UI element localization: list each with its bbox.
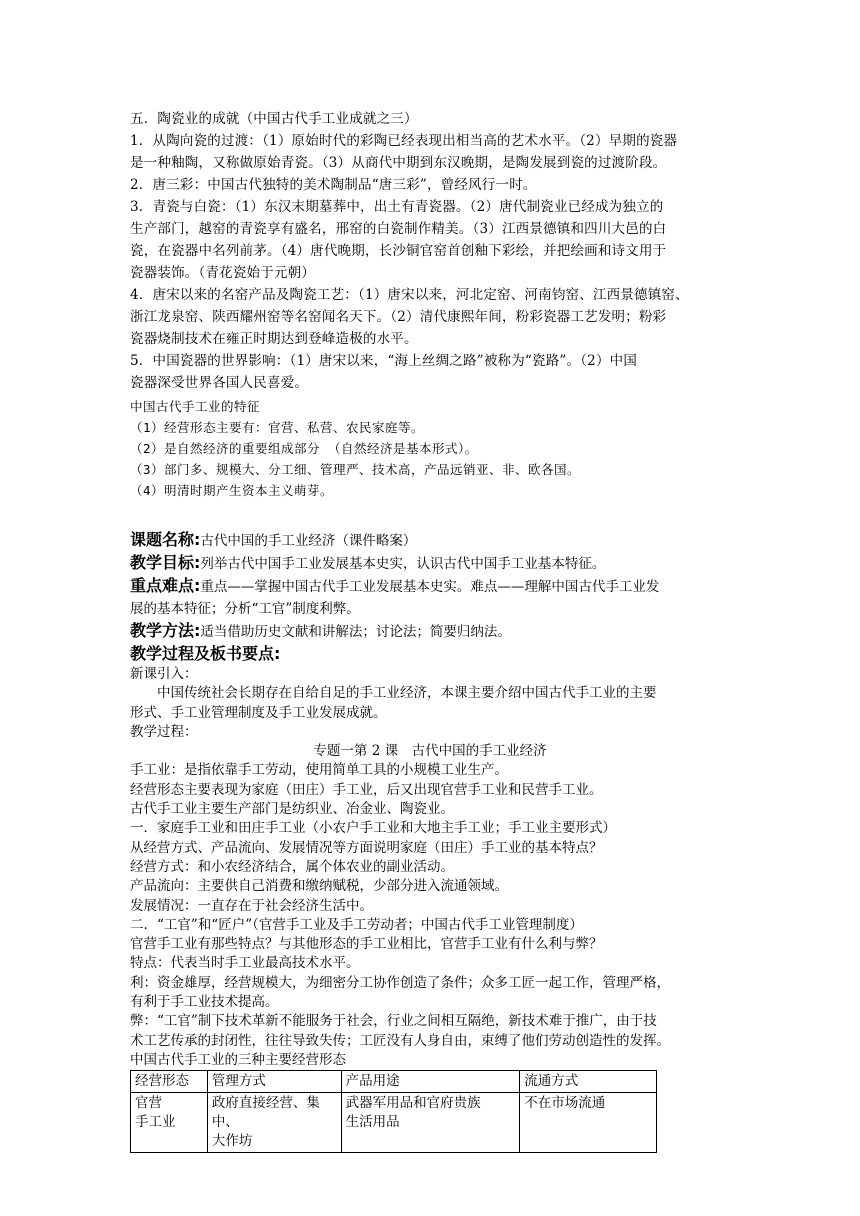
text-line: 中国传统社会长期存在自给自足的手工业经济，本课主要介绍中国古代手工业的主要 bbox=[157, 685, 657, 702]
text-line: 瓷器烧制技术在雍正时期达到登峰造极的水平。 bbox=[130, 331, 418, 347]
table-cell: 政府直接经营、集中、 大作坊 bbox=[207, 1093, 341, 1153]
lesson-key-value: 重点——掌握中国古代手工业发展基本史实。难点——理解中国古代手工业发 bbox=[200, 579, 660, 595]
lesson-goal-label: 教学目标: bbox=[130, 553, 201, 572]
text-line: 发展情况：一直存在于社会经济生活中。 bbox=[130, 897, 373, 914]
lesson-name-row bbox=[130, 529, 730, 552]
text-line: 生产部门，越窑的青瓷享有盛名，邢窑的白瓷制作精美。（3）江西景德镇和四川大邑的白 bbox=[130, 221, 667, 237]
table-header-cell: 流通方式 bbox=[520, 1071, 657, 1093]
lesson-name-value: 古代中国的手工业经济（课件略案） bbox=[200, 533, 417, 549]
text-line: 是一种釉陶，又称做原始青瓷。（3）从商代中期到东汉晚期，是陶发展到瓷的过渡阶段。 bbox=[130, 155, 667, 171]
lesson-method-value: 适当借助历史文献和讲解法；讨论法；简要归纳法。 bbox=[200, 624, 511, 640]
document-body bbox=[130, 108, 730, 1153]
text-line: 教学过程： bbox=[130, 723, 198, 740]
lesson-key-value-cont: 展的基本特征；分析“工官”制度利弊。 bbox=[130, 601, 360, 617]
lesson-method-row bbox=[130, 620, 730, 643]
lesson-plan-header bbox=[130, 529, 730, 665]
text-line: 浙江龙泉窑、陕西耀州窑等名窑闻名天下。（2）清代康熙年间，粉彩瓷器工艺发明；粉彩 bbox=[130, 309, 667, 325]
table-header-cell: 产品用途 bbox=[341, 1071, 520, 1093]
table-header-row bbox=[131, 1071, 657, 1093]
text-line: 术工艺传承的封闭性，往往导致失传；工匠没有人身自由，束缚了他们劳动创造性的发挥。 bbox=[130, 1032, 670, 1049]
table-header-cell: 管理方式 bbox=[207, 1071, 341, 1093]
table-caption: 中国古代手工业的三种主要经营形态 bbox=[130, 1051, 346, 1068]
text-line: 一．家庭手工业和田庄手工业（小农户手工业和大地主手工业；手工业主要形式） bbox=[130, 820, 616, 837]
text-line: 从经营方式、产品流向、发展情况等方面说明家庭（田庄）手工业的基本特点？ bbox=[130, 839, 603, 856]
table-cell: 官营 手工业 bbox=[131, 1093, 208, 1153]
feature-item: （1）经营形态主要有：官营、私营、农民家庭等。 bbox=[130, 420, 425, 435]
teaching-process bbox=[130, 665, 730, 1070]
text-line: 瓷器装饰。（青花瓷始于元朝） bbox=[130, 265, 316, 281]
text-line: 4．唐宋以来的名窑产品及陶瓷工艺：（1）唐宋以来，河北定窑、河南钧窑、江西景德镇窑、 bbox=[130, 287, 689, 303]
ceramics-title: 五．陶瓷业的成就（中国古代手工业成就之三） bbox=[130, 111, 418, 127]
text-line: 形式、手工业管理制度及手工业发展成就。 bbox=[130, 704, 387, 721]
management-forms-table bbox=[130, 1070, 657, 1153]
text-line: 瓷器深受世界各国人民喜爱。 bbox=[130, 375, 309, 391]
text-line: 新课引入： bbox=[130, 666, 198, 682]
lesson-goal-row bbox=[130, 552, 730, 575]
text-line: 瓷，在瓷器中名列前茅。（4）唐代晚期，长沙铜官窑首创釉下彩绘，并把绘画和诗文用于 bbox=[130, 243, 667, 259]
feature-item: （4）明清时期产生资本主义萌芽。 bbox=[130, 483, 334, 498]
text-line: 弊：“工官”制下技术革新不能服务于社会，行业之间相互隔绝，新技术难于推广，由于技 bbox=[130, 1013, 657, 1030]
text-line: 古代手工业主要生产部门是纺织业、冶金业、陶瓷业。 bbox=[130, 801, 454, 818]
text-line: 有利于手工业技术提高。 bbox=[130, 994, 279, 1011]
process-heading: 教学过程及板书要点: bbox=[130, 644, 281, 663]
ceramics-section bbox=[130, 108, 730, 394]
text-line: 5．中国瓷器的世界影响：（1）唐宋以来，“海上丝绸之路”被称为“瓷路”。（2）中国 bbox=[130, 353, 638, 369]
lesson-goal-value: 列举古代中国手工业发展基本史实，认识古代中国手工业基本特征。 bbox=[200, 556, 606, 572]
lesson-key-label: 重点难点: bbox=[130, 576, 201, 595]
text-line: 特点：代表当时手工业最高技术水平。 bbox=[130, 955, 360, 972]
text-line: 经营方式：和小农经济结合，属个体农业的副业活动。 bbox=[130, 858, 454, 875]
lesson-subtitle: 专题一第 2 课 古代中国的手工业经济 bbox=[313, 743, 547, 760]
features-section bbox=[130, 396, 730, 501]
table-header-cell: 经营形态 bbox=[131, 1071, 208, 1093]
feature-item: （3）部门多、规模大、分工细、管理严、技术高，产品远销亚、非、欧各国。 bbox=[130, 462, 581, 477]
text-line: 手工业：是指依靠手工劳动，使用简单工具的小规模工业生产。 bbox=[130, 762, 508, 779]
text-line: 利：资金雄厚，经营规模大，为细密分工协作创造了条件；众多工匠一起工作，管理严格， bbox=[130, 974, 670, 991]
text-line: 二．“工官”和“匠户”（官营手工业及手工劳动者；中国古代手工业管理制度） bbox=[130, 916, 583, 933]
text-line: 1．从陶向瓷的过渡：（1）原始时代的彩陶已经表现出相当高的艺术水平。（2）早期的瓷器 bbox=[130, 133, 678, 149]
text-line: 3．青瓷与白瓷：（1）东汉末期墓葬中，出土有青瓷器。（2）唐代制瓷业已经成为独立的 bbox=[130, 199, 664, 215]
features-title: 中国古代手工业的特征 bbox=[130, 399, 261, 414]
text-line: 官营手工业有那些特点？与其他形态的手工业相比，官营手工业有什么利与弊？ bbox=[130, 936, 603, 953]
table-cell: 武器军用品和官府贵族 生活用品 bbox=[341, 1093, 520, 1153]
text-line: 产品流向：主要供自己消费和缴纳赋税，少部分进入流通领域。 bbox=[130, 878, 508, 895]
lesson-key-row bbox=[130, 575, 730, 598]
text-line: 2．唐三彩：中国古代独特的美术陶制品“唐三彩”，曾经风行一时。 bbox=[130, 177, 537, 193]
text-line: 经营形态主要表现为家庭（田庄）手工业，后又出现官营手工业和民营手工业。 bbox=[130, 781, 603, 798]
table-row bbox=[131, 1093, 657, 1153]
lesson-name-label: 课题名称: bbox=[130, 530, 201, 549]
feature-item: （2）是自然经济的重要组成部分 （自然经济是基本形式）。 bbox=[130, 441, 478, 456]
lesson-method-label: 教学方法: bbox=[130, 621, 201, 640]
lesson-key-row-cont bbox=[130, 598, 730, 620]
table-cell: 不在市场流通 bbox=[520, 1093, 657, 1153]
